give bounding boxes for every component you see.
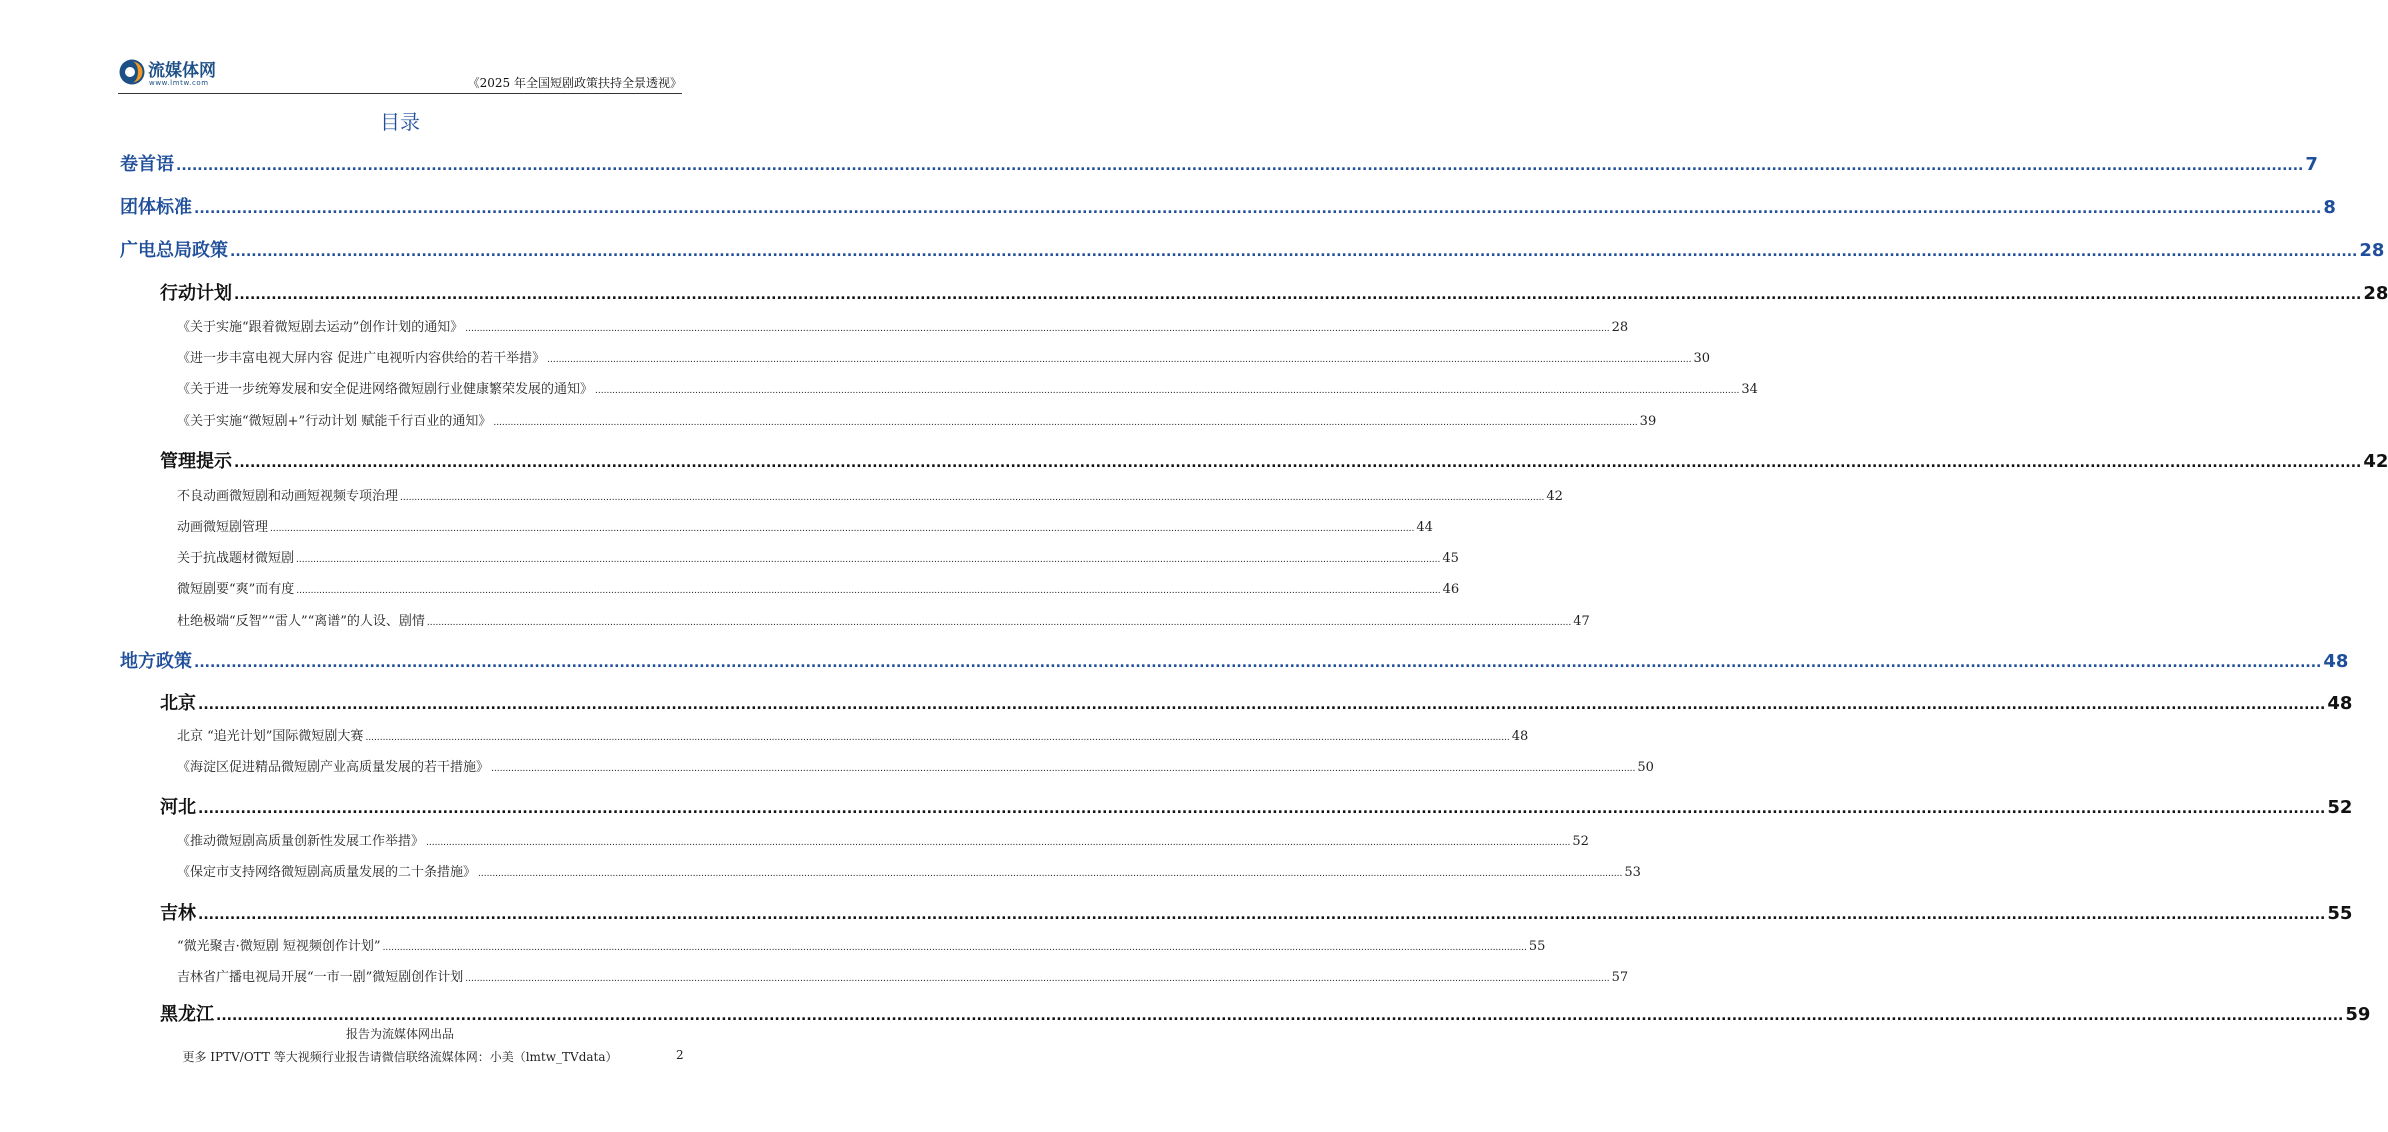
toc-entry-title: “微光聚吉·微短剧 短视频创作计划” bbox=[177, 939, 381, 954]
toc-entry[interactable] bbox=[177, 516, 1433, 535]
toc-entry-title: 《关于进一步统筹发展和安全促进网络微短剧行业健康繁荣发展的通知》 bbox=[177, 382, 594, 397]
toc-entry-title: 北京 bbox=[160, 693, 196, 714]
toc-entry[interactable] bbox=[177, 347, 1711, 366]
footer-contact: 更多 IPTV/OTT 等大视频行业报告请微信联络流媒体网：小美（lmtw_TVdata） bbox=[182, 1050, 618, 1064]
toc-entry-title: 《保定市支持网络微短剧高质量发展的二十条措施》 bbox=[177, 865, 477, 880]
toc-entry-title: 河北 bbox=[160, 797, 196, 818]
toc-leader-dots: ................................................................................................................................................................................................................................................................................................................................................................................................................ bbox=[216, 1008, 2344, 1024]
toc-entry[interactable] bbox=[177, 861, 1641, 880]
toc-entry-page: 28 bbox=[1611, 320, 1629, 335]
toc-entry[interactable] bbox=[120, 193, 2336, 219]
toc-entry-page: 39 bbox=[1639, 414, 1657, 429]
toc-entry-title: 《推动微短剧高质量创新性发展工作举措》 bbox=[177, 834, 425, 849]
toc-leader-dots: ................................................................................................................................................................................................................................................................................................................................................................................................................ bbox=[198, 697, 2326, 713]
toc-entry[interactable] bbox=[177, 830, 1589, 849]
toc-leader-dots: ................................................................................................................................................................................................................................................................................................................................................................................................................ bbox=[176, 158, 2304, 174]
toc-entry-title: 《海淀区促进精品微短剧产业高质量发展的若干措施》 bbox=[177, 760, 490, 775]
toc-entry-page: 52 bbox=[2327, 797, 2353, 818]
toc-leader-dots: ................................................................................................................................................................................................................................................................................................................................................................................................................ bbox=[547, 355, 1692, 365]
logo-mark-icon bbox=[118, 58, 146, 86]
toc-entry[interactable] bbox=[177, 935, 1546, 954]
toc-entry-title: 卷首语 bbox=[120, 154, 174, 175]
toc-entry-page: 45 bbox=[1442, 551, 1459, 566]
toc-leader-dots: ................................................................................................................................................................................................................................................................................................................................................................................................................ bbox=[382, 943, 1527, 953]
toc-entry-page: 42 bbox=[2363, 451, 2388, 472]
toc-entry[interactable] bbox=[177, 547, 1459, 566]
toc-leader-dots: ................................................................................................................................................................................................................................................................................................................................................................................................................ bbox=[400, 493, 1545, 503]
footer-publisher: 报告为流媒体网出品 bbox=[345, 1027, 454, 1041]
toc-leader-dots: ................................................................................................................................................................................................................................................................................................................................................................................................................ bbox=[234, 455, 2362, 471]
toc-entry-title: 不良动画微短剧和动画短视频专项治理 bbox=[177, 489, 399, 504]
toc-entry[interactable] bbox=[177, 578, 1460, 597]
toc-entry[interactable] bbox=[160, 899, 2353, 925]
toc-leader-dots: ................................................................................................................................................................................................................................................................................................................................................................................................................ bbox=[198, 801, 2326, 817]
toc-entry[interactable] bbox=[177, 378, 1758, 397]
toc-entry-title: 北京 “追光计划”国际微短剧大赛 bbox=[177, 729, 364, 744]
logo-name: 流媒体网 bbox=[148, 61, 216, 81]
toc-entry[interactable] bbox=[177, 610, 1590, 629]
toc-entry-page: 42 bbox=[1546, 489, 1563, 504]
page-number: 2 bbox=[676, 1048, 684, 1062]
toc-entry-page: 48 bbox=[1511, 729, 1529, 744]
toc-entry[interactable] bbox=[160, 689, 2353, 715]
toc-leader-dots: ................................................................................................................................................................................................................................................................................................................................................................................................................ bbox=[198, 907, 2326, 923]
toc-entry-page: 28 bbox=[2359, 240, 2385, 261]
toc-entry-page: 50 bbox=[1637, 760, 1654, 775]
toc-entry-page: 7 bbox=[2305, 154, 2318, 175]
toc-entry-title: 《关于实施“跟着微短剧去运动”创作计划的通知》 bbox=[177, 320, 464, 335]
toc-leader-dots: ................................................................................................................................................................................................................................................................................................................................................................................................................ bbox=[491, 764, 1636, 774]
toc-entry[interactable] bbox=[177, 485, 1563, 504]
toc-leader-dots: ................................................................................................................................................................................................................................................................................................................................................................................................................ bbox=[296, 555, 1441, 565]
toc-entry-page: 8 bbox=[2323, 197, 2336, 218]
toc-title: 目录 bbox=[380, 110, 420, 134]
toc-entry[interactable] bbox=[160, 447, 2388, 473]
toc-entry-title: 关于抗战题材微短剧 bbox=[177, 551, 295, 566]
toc-entry-page: 59 bbox=[2345, 1004, 2371, 1025]
toc-entry-title: 团体标准 bbox=[120, 197, 192, 218]
toc-entry[interactable] bbox=[177, 725, 1529, 744]
toc-leader-dots: ................................................................................................................................................................................................................................................................................................................................................................................................................ bbox=[478, 869, 1623, 879]
toc-entry-page: 55 bbox=[1528, 939, 1546, 954]
toc-entry-title: 动画微短剧管理 bbox=[177, 520, 269, 535]
toc-leader-dots: ................................................................................................................................................................................................................................................................................................................................................................................................................ bbox=[194, 201, 2322, 217]
toc-entry-title: 地方政策 bbox=[120, 651, 192, 672]
toc-entry-page: 52 bbox=[1572, 834, 1589, 849]
toc-leader-dots: ................................................................................................................................................................................................................................................................................................................................................................................................................ bbox=[465, 974, 1610, 984]
toc-entry[interactable] bbox=[120, 236, 2385, 262]
toc-leader-dots: ................................................................................................................................................................................................................................................................................................................................................................................................................ bbox=[296, 586, 1441, 596]
logo-url: www.lmtw.com bbox=[149, 79, 209, 87]
toc-leader-dots: ................................................................................................................................................................................................................................................................................................................................................................................................................ bbox=[234, 287, 2362, 303]
toc-leader-dots: ................................................................................................................................................................................................................................................................................................................................................................................................................ bbox=[230, 244, 2358, 260]
logo bbox=[118, 56, 238, 96]
toc-entry-page: 46 bbox=[1442, 582, 1460, 597]
toc-entry-title: 《进一步丰富电视大屏内容 促进广电视听内容供给的若干举措》 bbox=[177, 351, 546, 366]
toc-leader-dots: ................................................................................................................................................................................................................................................................................................................................................................................................................ bbox=[426, 838, 1571, 848]
toc-leader-dots: ................................................................................................................................................................................................................................................................................................................................................................................................................ bbox=[493, 418, 1638, 428]
toc-entry-page: 48 bbox=[2323, 651, 2349, 672]
toc-entry-page: 47 bbox=[1573, 614, 1590, 629]
toc-entry-page: 48 bbox=[2327, 693, 2353, 714]
toc-entry-title: 吉林省广播电视局开展“一市一剧”微短剧创作计划 bbox=[177, 970, 464, 985]
toc-entry-page: 57 bbox=[1611, 970, 1629, 985]
toc-entry-title: 杜绝极端“反智”“雷人”“离谱”的人设、剧情 bbox=[177, 614, 425, 629]
toc-entry-page: 55 bbox=[2327, 903, 2353, 924]
toc-entry[interactable] bbox=[160, 793, 2353, 819]
toc-leader-dots: ................................................................................................................................................................................................................................................................................................................................................................................................................ bbox=[194, 655, 2322, 671]
toc-entry-page: 34 bbox=[1741, 382, 1758, 397]
toc-entry-page: 30 bbox=[1693, 351, 1711, 366]
report-title: 《2025 年全国短剧政策扶持全景透视》 bbox=[467, 76, 682, 90]
toc-entry[interactable] bbox=[177, 410, 1657, 429]
page-header bbox=[0, 0, 800, 100]
toc-entry-title: 《关于实施“微短剧+”行动计划 赋能千行百业的通知》 bbox=[177, 414, 492, 429]
toc-entry-title: 管理提示 bbox=[160, 451, 232, 472]
toc-entry-title: 吉林 bbox=[160, 903, 196, 924]
toc-entry[interactable] bbox=[177, 966, 1629, 985]
toc-entry[interactable] bbox=[160, 279, 2388, 305]
toc-leader-dots: ................................................................................................................................................................................................................................................................................................................................................................................................................ bbox=[426, 618, 1572, 628]
toc-leader-dots: ................................................................................................................................................................................................................................................................................................................................................................................................................ bbox=[465, 324, 1610, 334]
toc-entry[interactable] bbox=[177, 756, 1654, 775]
toc-leader-dots: ................................................................................................................................................................................................................................................................................................................................................................................................................ bbox=[365, 733, 1510, 743]
toc-entry-page: 44 bbox=[1416, 520, 1433, 535]
header-divider bbox=[118, 93, 682, 94]
toc-entry[interactable] bbox=[160, 1000, 2371, 1026]
toc-leader-dots: ................................................................................................................................................................................................................................................................................................................................................................................................................ bbox=[270, 524, 1415, 534]
toc-entry[interactable] bbox=[120, 647, 2349, 673]
toc-entry-title: 广电总局政策 bbox=[120, 240, 228, 261]
toc-entry-page: 28 bbox=[2363, 283, 2388, 304]
toc-leader-dots: ................................................................................................................................................................................................................................................................................................................................................................................................................ bbox=[595, 386, 1740, 396]
toc-entry-title: 行动计划 bbox=[160, 283, 232, 304]
toc-entry-page: 53 bbox=[1624, 865, 1641, 880]
toc-entry-title: 微短剧要“爽”而有度 bbox=[177, 582, 295, 597]
toc-entry[interactable] bbox=[120, 150, 2318, 176]
toc-entry[interactable] bbox=[177, 316, 1629, 335]
toc-entry-title: 黑龙江 bbox=[160, 1004, 214, 1025]
